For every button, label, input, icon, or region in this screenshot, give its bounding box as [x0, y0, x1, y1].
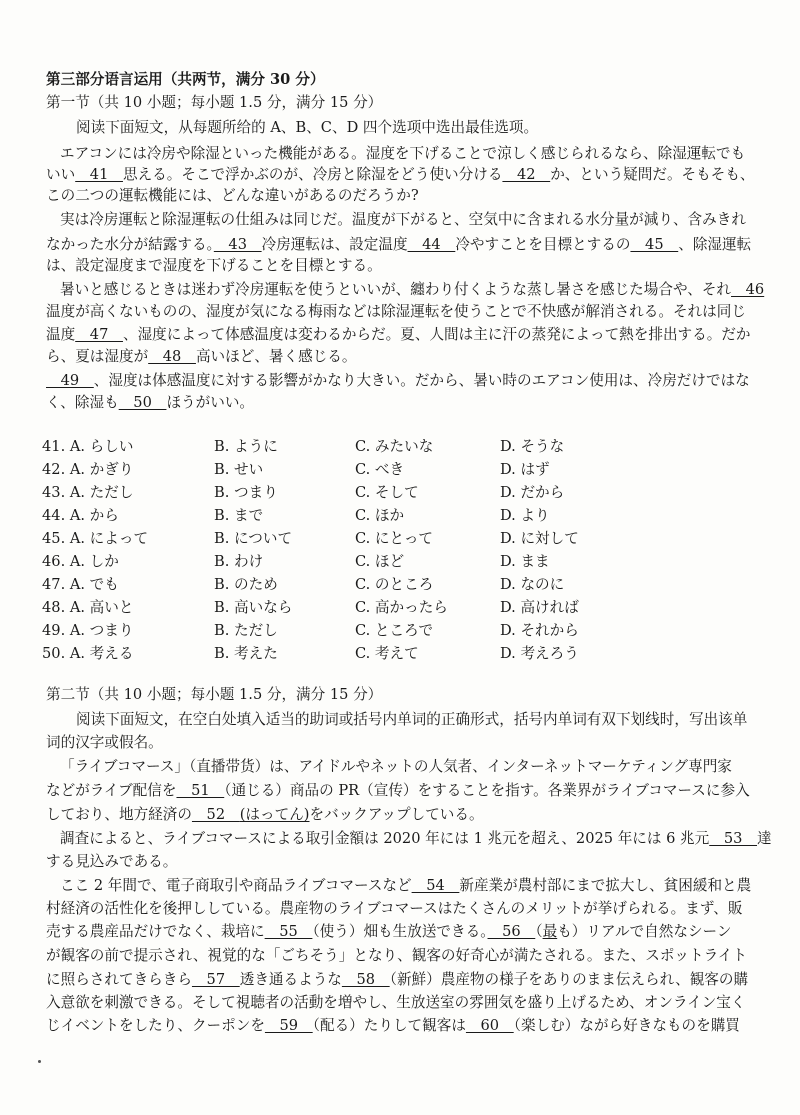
passage-line [46, 805, 484, 826]
option-a: 47. A. でも [42, 576, 119, 593]
passage-text: をバックアップしている。 [309, 806, 484, 823]
option-b: B. のため [214, 576, 278, 593]
blank-slot: 47 [75, 326, 123, 343]
option-b: B. 高いなら [214, 599, 293, 616]
passage-text: は、設定湿度まで湿度を下げることを目標とする。 [46, 257, 382, 274]
passage-text: 、湿度によって体感温度は変わるからだ。夏、人間は主に汗の蒸発によって熱を排出する。だか [122, 326, 751, 343]
option-a: 41. A. らしい [42, 438, 134, 455]
passage-text: 高いほど、暑く感じる。 [195, 348, 357, 365]
blank-slot: 52 [191, 806, 240, 823]
blank-slot: 50 [118, 394, 167, 411]
blank-slot: 45 [630, 236, 679, 253]
passage-text: 売する農産品だけでなく、栽培に [46, 923, 265, 940]
passage-text: する見込みである。 [46, 853, 178, 870]
passage-line [60, 876, 751, 897]
option-a: 48. A. 高いと [42, 599, 134, 616]
passage-text: などがライブ配信を [46, 782, 177, 799]
blank-slot: 51 [176, 782, 225, 799]
option-c: C. にとって [355, 530, 434, 547]
option-c: C. 考えて [355, 645, 419, 662]
option-c: C. みたいな [355, 438, 434, 455]
option-a: 49. A. つまり [42, 622, 134, 639]
option-d: D. そうな [500, 438, 565, 455]
option-c: C. ところで [355, 622, 434, 639]
blank-slot: 48 [148, 348, 196, 365]
passage-line [46, 899, 742, 920]
passage-text: 、湿度は体感温度に対する影響がかなり大きい。だから、暑い時のエアコン使用は、冷房だけではな [93, 372, 750, 389]
passage-line [46, 165, 755, 186]
option-b: B. ただし [214, 622, 278, 639]
passage-text: 冷やすことを目標とするの [455, 236, 631, 253]
passage-line [46, 922, 731, 943]
passage-line [46, 256, 382, 277]
passage-text: （楽しむ）ながら好きなものを購買 [513, 1017, 740, 1034]
blank-slot: 44 [407, 236, 456, 253]
passage-line [46, 371, 750, 392]
passage-text: （配る）たりして観客は [312, 1017, 466, 1034]
option-c: C. のところ [355, 576, 434, 593]
blank-slot: 56 [487, 923, 536, 940]
passage-text: （使う）畑も生放送できる。 [312, 923, 488, 940]
passage-text: 温度が高くないものの、湿度が気になる梅雨などは除湿運転を使うことで不快感が解消される。それは同じ [46, 303, 746, 320]
passage-text: 実は冷房運転と除湿運転の仕組みは同じだ。温度が下がると、空気中に含まれる水分量が減り、含みきれ [60, 211, 746, 228]
blank-slot: 46 [731, 281, 765, 298]
blank-slot: 53 [709, 830, 758, 847]
option-b: B. まで [214, 507, 264, 524]
option-a: 46. A. しか [42, 553, 119, 570]
option-b: B. ように [214, 438, 278, 455]
passage-line [60, 210, 746, 231]
blank-slot: 最 [542, 923, 558, 940]
part2-instruction-2: 词的汉字或假名。 [46, 734, 163, 751]
passage-text: （新鮮）農産物の様子をありのまま伝えられ、観客の購 [389, 971, 749, 988]
passage-line [46, 993, 745, 1014]
passage-text: なかった水分が結露する。 [46, 236, 214, 253]
option-d: D. より [500, 507, 550, 524]
option-c: C. ほか [355, 507, 405, 524]
part2-instruction-1: 阅读下面短文，在空白处填入适当的助词或括号内单词的正确形式，括号内单词有双下划线时，写出该单 [76, 711, 748, 728]
option-b: B. 考えた [214, 645, 278, 662]
passage-text: 暑いと感じるときは迷わず冷房運転を使うといいが、纏わり付くような蒸し暑さを感じた場合や、それ [60, 281, 732, 298]
option-d: D. はず [500, 461, 550, 478]
passage-line [46, 1016, 740, 1037]
passage-text: 「ライブコマース」（直播带货）は、アイドルやネットの人気者、インターネットマーケティング専門家 [60, 758, 732, 775]
blank-slot: 49 [46, 372, 94, 389]
option-a: 44. A. から [42, 507, 119, 524]
option-b: B. つまり [214, 484, 278, 501]
passage-text: ほうがいい。 [166, 394, 255, 411]
option-d: D. なのに [500, 576, 565, 593]
passage-text: が観客の前で提示され、視覚的な「ごちそう」となり、観客の好奇心が満たされる。また、スポットライト [46, 947, 747, 964]
passage-text: 入意欲を刺激できる。そして視聴者の活動を増やし、生放送室の雰囲気を盛り上げるため、オンライン宝く [46, 994, 746, 1011]
blank-slot: 41 [75, 166, 123, 183]
passage-text: しており、地方経済の [46, 806, 192, 823]
passage-text: 調査によると、ライブコマースによる取引金額は 2020 年には 1 兆元を超え、2025 年には 6 兆元 [60, 830, 710, 847]
option-a: 42. A. かぎり [42, 461, 134, 478]
passage-text: く、除湿も [46, 394, 119, 411]
passage-text: 透き通るような [239, 971, 342, 988]
scan-speck [38, 1060, 41, 1063]
option-a: 50. A. 考える [42, 645, 134, 662]
passage-text: 達 [757, 830, 772, 847]
blank-slot: 42 [502, 166, 551, 183]
passage-line [46, 393, 254, 414]
option-a: 45. A. によって [42, 530, 149, 547]
passage-text: 村経済の活性化を後押ししている。農産物のライブコマースはたくさんのメリットが挙げられる。まず、販 [46, 900, 743, 917]
option-d: D. 考えろう [500, 645, 579, 662]
blank-slot: 58 [341, 971, 390, 988]
passage-line [60, 144, 745, 165]
section-title: 第三部分语言运用（共两节，满分 30 分） [46, 71, 325, 88]
option-b: B. について [214, 530, 293, 547]
passage-text: か、という疑問だ。そもそも、 [550, 166, 755, 183]
passage-text: 、除湿運転 [678, 236, 752, 253]
passage-line [46, 347, 356, 368]
blank-slot: (はってん) [239, 806, 310, 823]
passage-text: ら、夏は湿度が [46, 348, 149, 365]
option-d: D. まま [500, 553, 550, 570]
passage-text: に照らされてきらきら [46, 971, 192, 988]
part1-heading: 第一节（共 10 小题；每小题 1.5 分，满分 15 分） [46, 94, 383, 111]
option-d: D. に対して [500, 530, 579, 547]
passage-line [46, 235, 751, 256]
passage-line [46, 970, 748, 991]
passage-line [46, 852, 177, 873]
passage-line [46, 325, 751, 346]
passage-text: も）リアルで自然なシーン [557, 923, 732, 940]
option-d: D. 高ければ [500, 599, 579, 616]
passage-text: いい [46, 166, 76, 183]
blank-slot: 55 [264, 923, 313, 940]
option-c: C. 高かったら [355, 599, 448, 616]
passage-text: エアコンには冷房や除湿といった機能がある。湿度を下げることで涼しく感じられるなら、除湿運転でも [60, 145, 746, 162]
blank-slot: 57 [191, 971, 240, 988]
passage-text: （ [535, 923, 543, 940]
passage-line [46, 946, 747, 967]
passage-line [60, 280, 764, 301]
passage-line [60, 757, 732, 778]
passage-text: 温度 [46, 326, 76, 343]
passage-line [46, 781, 750, 802]
passage-text: この二つの運転機能には、どんな違いがあるのだろうか? [46, 187, 419, 204]
passage-line [60, 829, 772, 850]
option-b: B. せい [214, 461, 264, 478]
blank-slot: 54 [411, 877, 460, 894]
part1-instruction: 阅读下面短文，从每题所给的 A、B、C、D 四个选项中选出最佳选项。 [76, 119, 539, 136]
option-b: B. わけ [214, 553, 264, 570]
passage-line [46, 186, 419, 207]
blank-slot: 43 [213, 236, 262, 253]
blank-slot: 60 [465, 1017, 514, 1034]
passage-line [46, 302, 746, 323]
passage-text: 思える。そこで浮かぶのが、冷房と除湿をどう使い分ける [122, 166, 503, 183]
part2-heading: 第二节（共 10 小题；每小题 1.5 分，满分 15 分） [46, 686, 383, 703]
option-c: C. そして [355, 484, 419, 501]
option-c: C. べき [355, 461, 405, 478]
passage-text: じイベントをしたり、クーポンを [46, 1017, 265, 1034]
passage-text: 冷房運転は、設定温度 [261, 236, 408, 253]
option-d: D. それから [500, 622, 579, 639]
option-c: C. ほど [355, 553, 405, 570]
passage-text: ここ 2 年間で、電子商取引や商品ライブコマースなど [60, 877, 412, 894]
option-a: 43. A. ただし [42, 484, 134, 501]
passage-text: 新産業が農村部にまで拡大し、貧困緩和と農 [459, 877, 752, 894]
passage-text: （通じる）商品の PR（宣传）をすることを指す。各業界がライブコマースに参入 [224, 782, 750, 799]
blank-slot: 59 [264, 1017, 313, 1034]
option-d: D. だから [500, 484, 565, 501]
